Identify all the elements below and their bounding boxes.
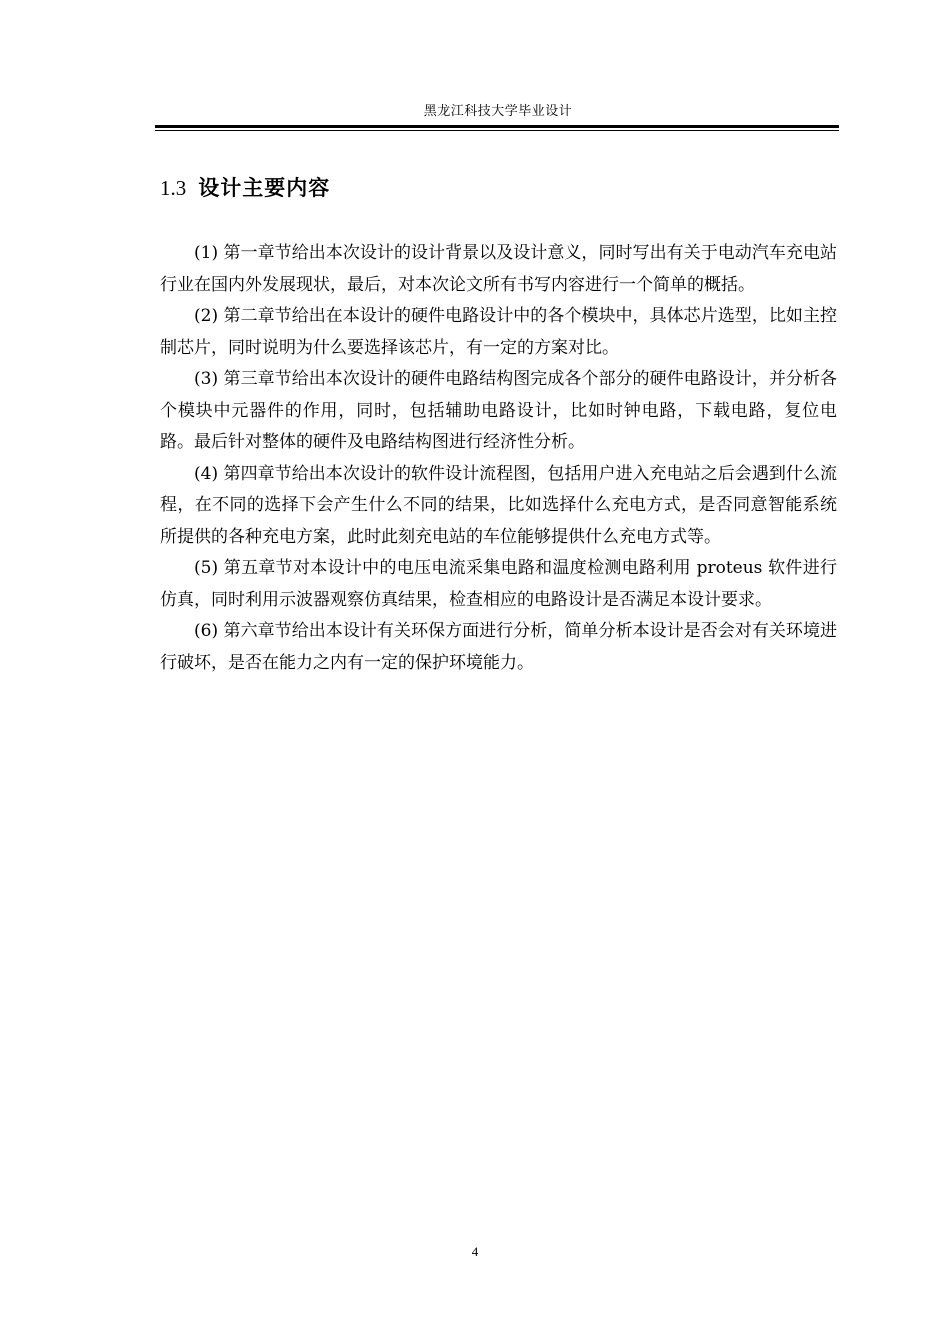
body-text: [160, 238, 837, 679]
paragraph-1: (1) 第一章节给出本次设计的设计背景以及设计意义，同时写出有关于电动汽车充电站行业在国内外发展现状，最后，对本次论文所有书写内容进行一个简单的概括。: [160, 243, 837, 295]
header-rule-thick: [155, 125, 839, 128]
section-heading: [160, 174, 330, 202]
section-title: 设计主要内容: [198, 176, 331, 200]
header-rule-thin: [155, 130, 839, 131]
running-header: 黑龙江科技大学毕业设计: [423, 104, 573, 119]
page-number: 4: [471, 1244, 479, 1259]
paragraph-5: (5) 第五章节对本设计中的电压电流采集电路和温度检测电路利用 proteus 软件进行仿真，同时利用示波器观察仿真结果，检查相应的电路设计是否满足本设计要求。: [160, 558, 837, 610]
paragraph-6: (6) 第六章节给出本设计有关环保方面进行分析，简单分析本设计是否会对有关环境进行破坏，是否在能力之内有一定的保护环境能力。: [160, 621, 837, 673]
paragraph-3: (3) 第三章节给出本次设计的硬件电路结构图完成各个部分的硬件电路设计，并分析各个模块中元器件的作用，同时，包括辅助电路设计，比如时钟电路，下载电路，复位电路。最后针对整体的硬件及电路结构图进行经济性分析。: [160, 369, 837, 452]
paragraph-2: (2) 第二章节给出在本设计的硬件电路设计中的各个模块中，具体芯片选型，比如主控制芯片，同时说明为什么要选择该芯片，有一定的方案对比。: [160, 306, 837, 358]
section-number: 1.3: [160, 176, 187, 200]
paragraph-4: (4) 第四章节给出本次设计的软件设计流程图，包括用户进入充电站之后会遇到什么流程，在不同的选择下会产生什么不同的结果，比如选择什么充电方式，是否同意智能系统所提供的各种充电方案，此时此刻充电站的车位能够提供什么充电方式等。: [160, 463, 837, 547]
